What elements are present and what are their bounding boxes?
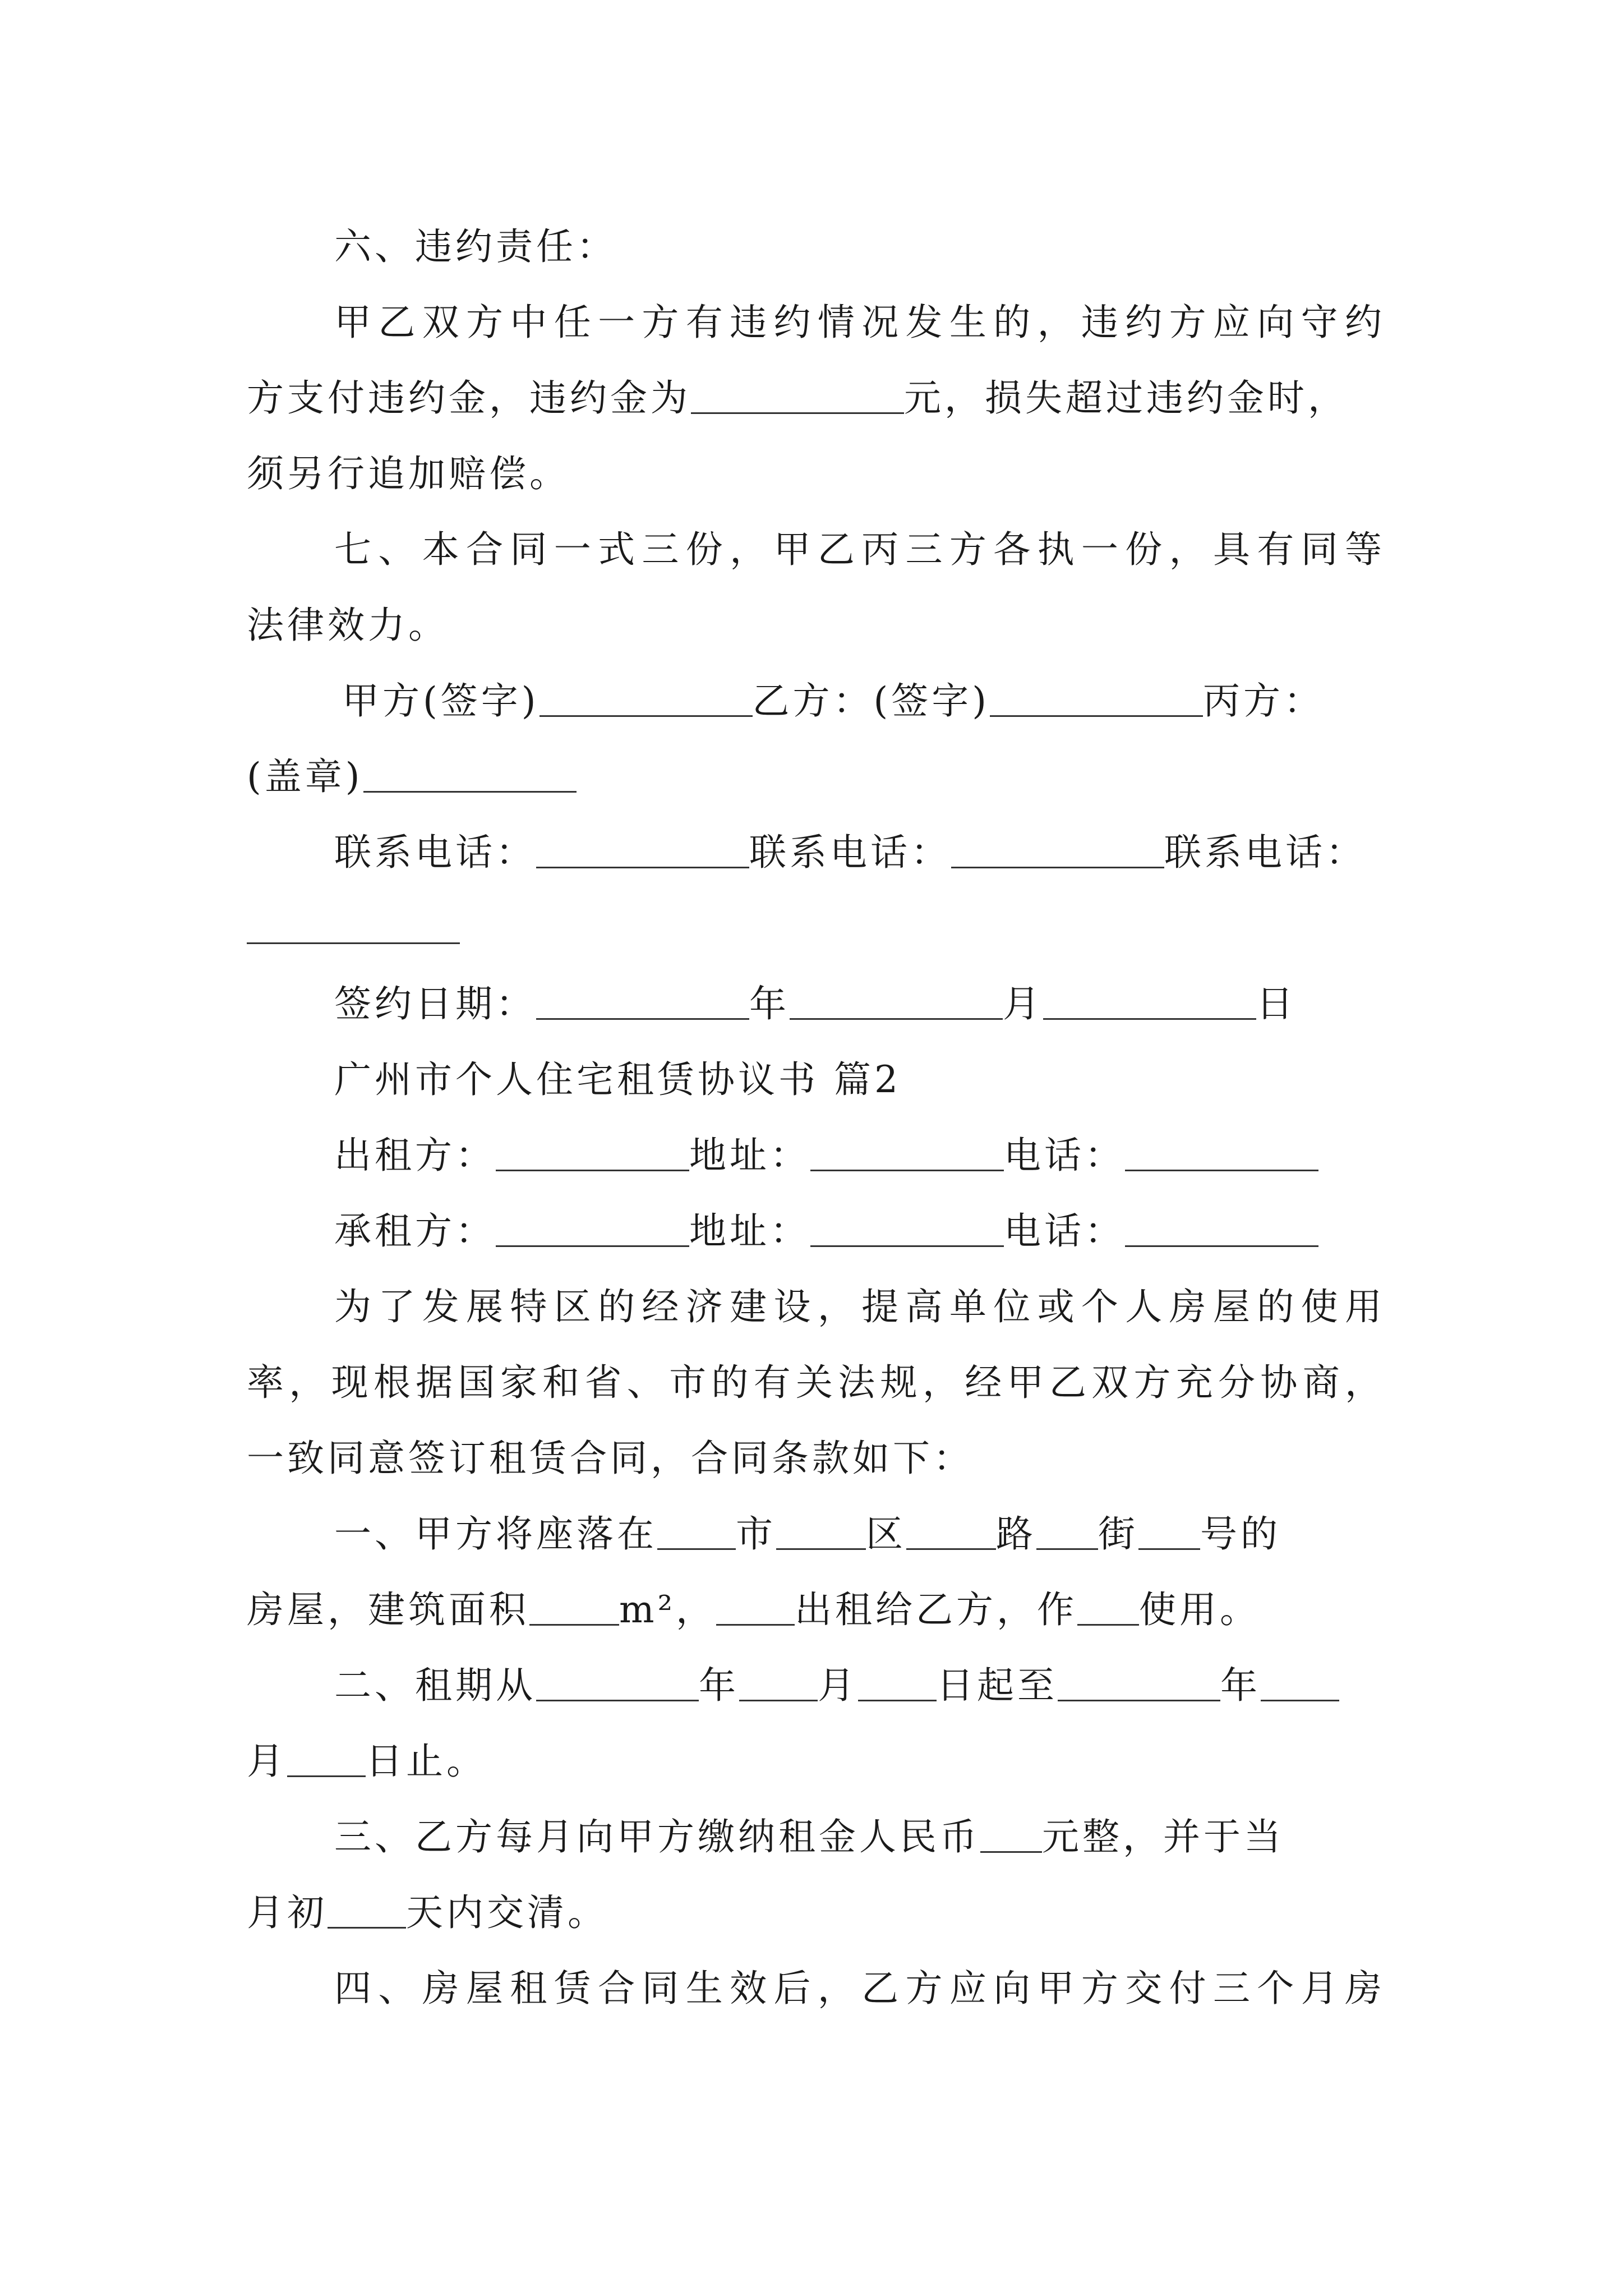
- paragraph-line: 方支付违约金，违约金为 元，损失超过违约金时，: [247, 376, 1348, 420]
- blank-underline: [540, 678, 753, 717]
- blank-underline: [906, 1511, 996, 1550]
- blank-underline: [1125, 1208, 1318, 1247]
- blank-underline: [810, 1133, 1004, 1171]
- blank-underline: [363, 754, 577, 793]
- blank-underline: [1043, 981, 1256, 1020]
- paragraph-line: 须另行追加赔偿。: [247, 452, 570, 495]
- clause-2-line: 二、租期从 年 月 日起至 年: [334, 1652, 1385, 1719]
- blank-underline: [247, 905, 460, 944]
- paragraph-line: 为了发展特区的经济建设，提高单位或个人房屋的使用: [334, 1285, 1385, 1328]
- clause-1-line: 房屋，建筑面积 m²， 出租给乙方，作 使用。: [247, 1588, 1261, 1631]
- section-title: 广州市个人住宅租赁协议书 篇2: [334, 1058, 901, 1101]
- blank-underline: [858, 1663, 937, 1701]
- phone-line: 联系电话： 联系电话： 联系电话：: [334, 831, 1366, 874]
- blank-underline: [951, 830, 1164, 868]
- paragraph-line: 甲乙双方中任一方有违约情况发生的，违约方应向守约: [334, 301, 1385, 344]
- section-6-heading: 六、违约责任：: [334, 225, 617, 268]
- blank-underline: [739, 1663, 818, 1701]
- blank-underline: [529, 1587, 619, 1626]
- blank-underline: [328, 1890, 406, 1929]
- clause-2-line: 月 日止。: [247, 1740, 487, 1783]
- paragraph-line: 一致同意签订租赁合同，合同条款如下：: [247, 1437, 974, 1480]
- sign-date-line: 签约日期： 年 月 日: [334, 982, 1297, 1025]
- section-7-line: 七、本合同一式三份，甲乙丙三方各执一份，具有同等: [334, 528, 1385, 571]
- signature-line: 甲方(签字) 乙方：(签字) 丙方：: [342, 679, 1324, 723]
- lessor-line: 出租方： 地址： 电话：: [334, 1122, 1385, 1189]
- blank-underline: [776, 1511, 866, 1550]
- blank-underline: [810, 1208, 1004, 1247]
- clause-1-line: 一、甲方将座落在 市 区 路 街 号的: [334, 1512, 1281, 1556]
- blank-underline: [1138, 1511, 1200, 1550]
- blank-underline: [990, 678, 1203, 717]
- blank-underline: [496, 1208, 689, 1247]
- blank-underline: [691, 375, 904, 414]
- blank-underline: [496, 1133, 689, 1171]
- paragraph-line: 率，现根据国家和省、市的有关法规，经甲乙双方充分协商，: [247, 1361, 1385, 1404]
- blank-underline: [1077, 1587, 1139, 1626]
- blank-underline: [1036, 1511, 1098, 1550]
- phone-line: [247, 895, 1385, 962]
- clause-3-line: 月初 天内交清。: [247, 1891, 608, 1934]
- blank-underline: [1125, 1133, 1318, 1171]
- blank-underline: [1261, 1663, 1339, 1701]
- blank-underline: [536, 830, 749, 868]
- blank-underline: [657, 1511, 736, 1550]
- lessee-line: 承租方： 地址： 电话：: [334, 1198, 1385, 1265]
- blank-underline: [536, 1663, 699, 1701]
- blank-underline: [790, 981, 1003, 1020]
- blank-underline: [980, 1814, 1042, 1853]
- blank-underline: [1058, 1663, 1220, 1701]
- blank-underline: [536, 981, 749, 1020]
- clause-3-line: 三、乙方每月向甲方缴纳租金人民币 元整，并于当: [334, 1815, 1284, 1858]
- signature-line: (盖章): [247, 743, 1385, 811]
- clause-4-line: 四、房屋租赁合同生效后，乙方应向甲方交付三个月房: [334, 1967, 1385, 2010]
- paragraph-line: 法律效力。: [247, 604, 449, 647]
- blank-underline: [716, 1587, 795, 1626]
- blank-underline: [287, 1738, 366, 1777]
